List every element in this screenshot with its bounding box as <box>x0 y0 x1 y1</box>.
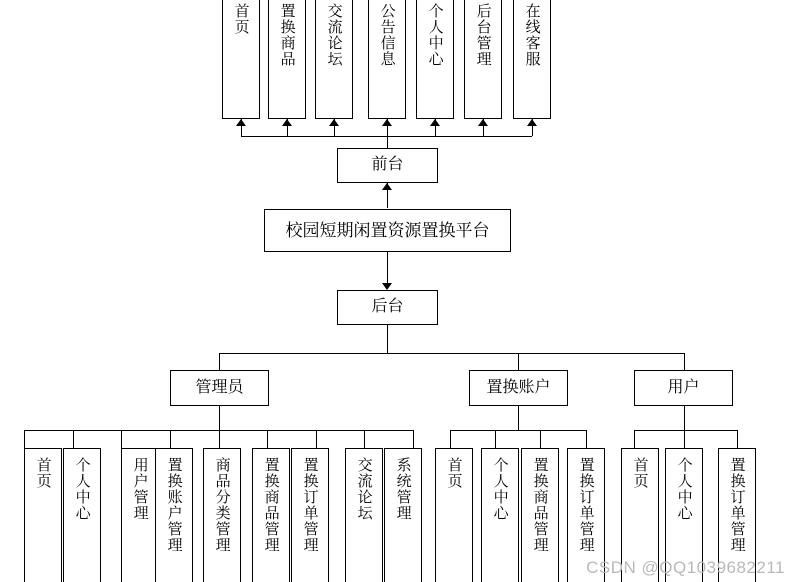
account-drop-2 <box>540 430 541 448</box>
user-bus <box>634 430 737 431</box>
front-item-2[interactable]: 交流论坛 <box>315 0 353 119</box>
admin-item-0[interactable]: 首页 <box>24 448 62 582</box>
back-stem <box>387 325 388 353</box>
admin-drop-8 <box>413 430 414 448</box>
front-item-3[interactable]: 公告信息 <box>368 0 406 119</box>
watermark: CSDN @QQ1039682211 <box>586 558 785 577</box>
root-to-back-line <box>387 252 388 283</box>
account-item-1[interactable]: 个人中心 <box>481 448 519 582</box>
admin-item-3[interactable]: 置换账户管理 <box>155 448 193 582</box>
user-item-2[interactable]: 置换订单管理 <box>718 448 756 582</box>
admin-drop-0 <box>24 430 25 448</box>
account-drop-3 <box>586 430 587 448</box>
front-item-5[interactable]: 后台管理 <box>464 0 502 119</box>
admin-item-6[interactable]: 置换订单管理 <box>291 448 329 582</box>
front-item-1[interactable]: 置换商品 <box>268 0 306 119</box>
role-drop-2 <box>684 353 685 370</box>
admin-drop-4 <box>219 430 220 448</box>
admin-drop-3 <box>170 430 171 448</box>
account-item-2[interactable]: 置换商品管理 <box>521 448 559 582</box>
admin-drop-2 <box>121 430 122 448</box>
admin-stem <box>219 406 220 430</box>
account-item-0[interactable]: 首页 <box>435 448 473 582</box>
account-drop-1 <box>495 430 496 448</box>
front-node[interactable]: 前台 <box>337 148 438 183</box>
admin-drop-1 <box>73 430 74 448</box>
role-node-admin[interactable]: 管理员 <box>170 370 269 406</box>
account-bus <box>450 430 586 431</box>
admin-drop-7 <box>364 430 365 448</box>
role-node-user[interactable]: 用户 <box>634 370 733 406</box>
admin-item-8[interactable]: 系统管理 <box>384 448 422 582</box>
role-drop-0 <box>219 353 220 370</box>
front-arrow-0 <box>236 119 246 126</box>
front-arrow-6 <box>527 119 537 126</box>
roles-bus <box>219 353 684 354</box>
account-item-3[interactable]: 置换订单管理 <box>567 448 605 582</box>
root-node[interactable]: 校园短期闲置资源置换平台 <box>264 209 511 252</box>
user-drop-2 <box>737 430 738 448</box>
admin-drop-5 <box>267 430 268 448</box>
admin-drop-6 <box>316 430 317 448</box>
user-drop-0 <box>634 430 635 448</box>
account-drop-0 <box>450 430 451 448</box>
back-node[interactable]: 后台 <box>337 290 438 325</box>
front-arrow-5 <box>478 119 488 126</box>
front-item-6[interactable]: 在线客服 <box>513 0 551 119</box>
admin-item-2[interactable]: 用户管理 <box>121 448 159 582</box>
user-item-0[interactable]: 首页 <box>621 448 659 582</box>
user-drop-1 <box>684 430 685 448</box>
user-item-1[interactable]: 个人中心 <box>665 448 703 582</box>
front-arrow-4 <box>430 119 440 126</box>
front-arrow-2 <box>329 119 339 126</box>
account-stem <box>518 406 519 430</box>
front-arrow-1 <box>282 119 292 126</box>
front-item-0[interactable]: 首页 <box>222 0 260 119</box>
role-node-account[interactable]: 置换账户 <box>469 370 568 406</box>
admin-item-7[interactable]: 交流论坛 <box>345 448 383 582</box>
front-stem <box>387 136 388 148</box>
front-item-4[interactable]: 个人中心 <box>416 0 454 119</box>
admin-item-4[interactable]: 商品分类管理 <box>203 448 241 582</box>
admin-item-5[interactable]: 置换商品管理 <box>252 448 290 582</box>
admin-item-1[interactable]: 个人中心 <box>63 448 101 582</box>
front-to-root-arrow <box>382 183 392 190</box>
front-arrow-3 <box>382 119 392 126</box>
role-drop-1 <box>518 353 519 370</box>
user-stem <box>684 406 685 430</box>
root-to-back-arrow <box>382 283 392 290</box>
